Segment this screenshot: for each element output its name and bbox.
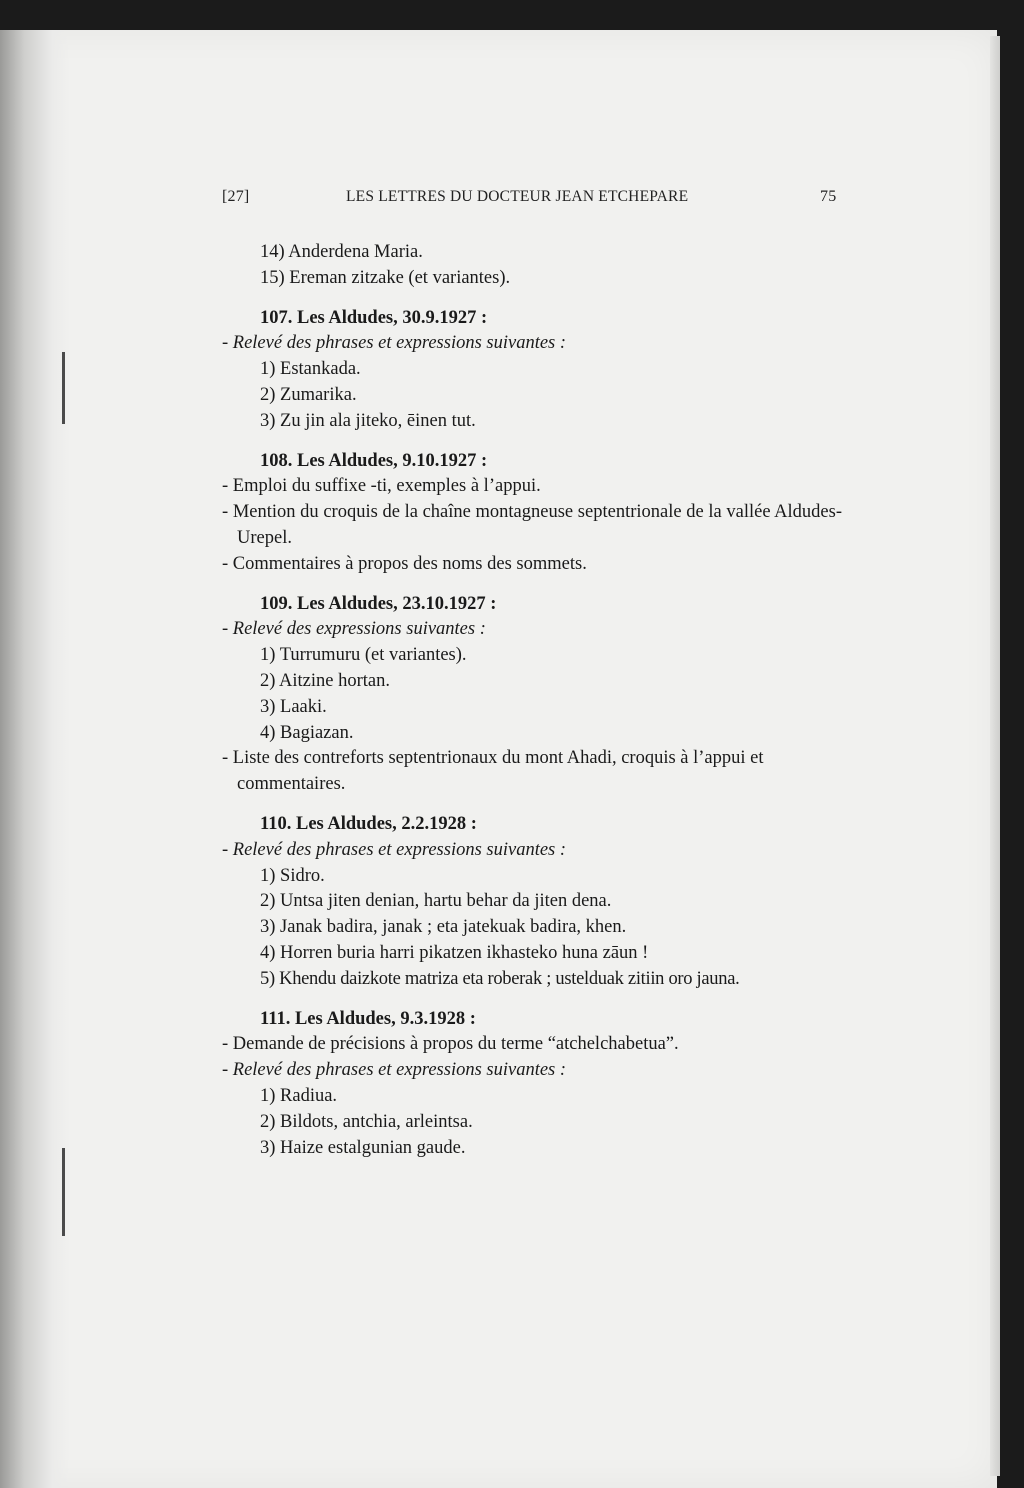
dash-entry: - Mention du croquis de la chaîne montagneuse septentrionale de la vallée Aldudes-Urepel.	[222, 502, 842, 548]
letter-heading: 110. Les Aldudes, 2.2.1928 :	[260, 813, 477, 834]
dash-entry: - Demande de précisions à propos du terme “atchelchabetua”.	[222, 1034, 679, 1055]
dash-entry: - Relevé des phrases et expressions suivantes :	[222, 839, 567, 860]
list-item: 2) Zumarika.	[260, 384, 357, 405]
list-item: 1) Radiua.	[260, 1085, 338, 1106]
list-item: 2) Bildots, antchia, arleintsa.	[260, 1111, 473, 1132]
document-body	[222, 240, 842, 1161]
list-item: 1) Turrumuru (et variantes).	[260, 645, 467, 666]
list-item: 2) Untsa jiten denian, hartu behar da jiten dena.	[260, 891, 612, 912]
letter-heading: 108. Les Aldudes, 9.10.1927 :	[260, 450, 488, 471]
binding-gutter	[0, 30, 70, 1488]
dash-entry: - Relevé des phrases et expressions suivantes :	[222, 1060, 567, 1081]
dash-entry: - Commentaires à propos des noms des sommets.	[222, 553, 587, 574]
list-item: 1) Sidro.	[260, 865, 325, 886]
dash-entry: - Relevé des phrases et expressions suivantes :	[222, 333, 567, 354]
list-item: 2) Aitzine hortan.	[260, 670, 390, 691]
list-item: 3) Zu jin ala jiteko, ēinen tut.	[260, 410, 476, 431]
list-item: 4) Horren buria harri pikatzen ikhasteko huna zāun !	[260, 942, 649, 963]
letter-heading: 107. Les Aldudes, 30.9.1927 :	[260, 307, 488, 328]
list-item: 15) Ereman zitzake (et variantes).	[260, 267, 511, 288]
dash-entry: - Liste des contreforts septentrionaux du mont Ahadi, croquis à l’appui et commentaires.	[222, 748, 764, 795]
list-item: 14) Anderdena Maria.	[260, 242, 423, 262]
list-item: 4) Bagiazan.	[260, 722, 354, 743]
page-edge	[990, 36, 1000, 1476]
running-header-title: LES LETTRES DU DOCTEUR JEAN ETCHEPARE	[346, 188, 689, 205]
list-item: 5) Khendu daizkote matriza eta roberak ; ustelduak zitiin oro jauna.	[260, 968, 740, 989]
binding-staple-mark	[62, 352, 65, 424]
letter-heading: 111. Les Aldudes, 9.3.1928 :	[260, 1008, 476, 1029]
running-header-section: [27]	[222, 188, 250, 205]
list-item: 1) Estankada.	[260, 359, 361, 380]
list-item: 3) Haize estalgunian gaude.	[260, 1137, 466, 1158]
list-item: 3) Janak badira, janak ; eta jatekuak badira, khen.	[260, 917, 627, 938]
page-number: 75	[820, 188, 837, 205]
letter-heading: 109. Les Aldudes, 23.10.1927 :	[260, 593, 497, 614]
dash-entry: - Relevé des expressions suivantes :	[222, 619, 486, 640]
list-item: 3) Laaki.	[260, 696, 327, 717]
dash-entry: - Emploi du suffixe -ti, exemples à l’appui.	[222, 476, 541, 497]
binding-staple-mark	[62, 1148, 65, 1236]
